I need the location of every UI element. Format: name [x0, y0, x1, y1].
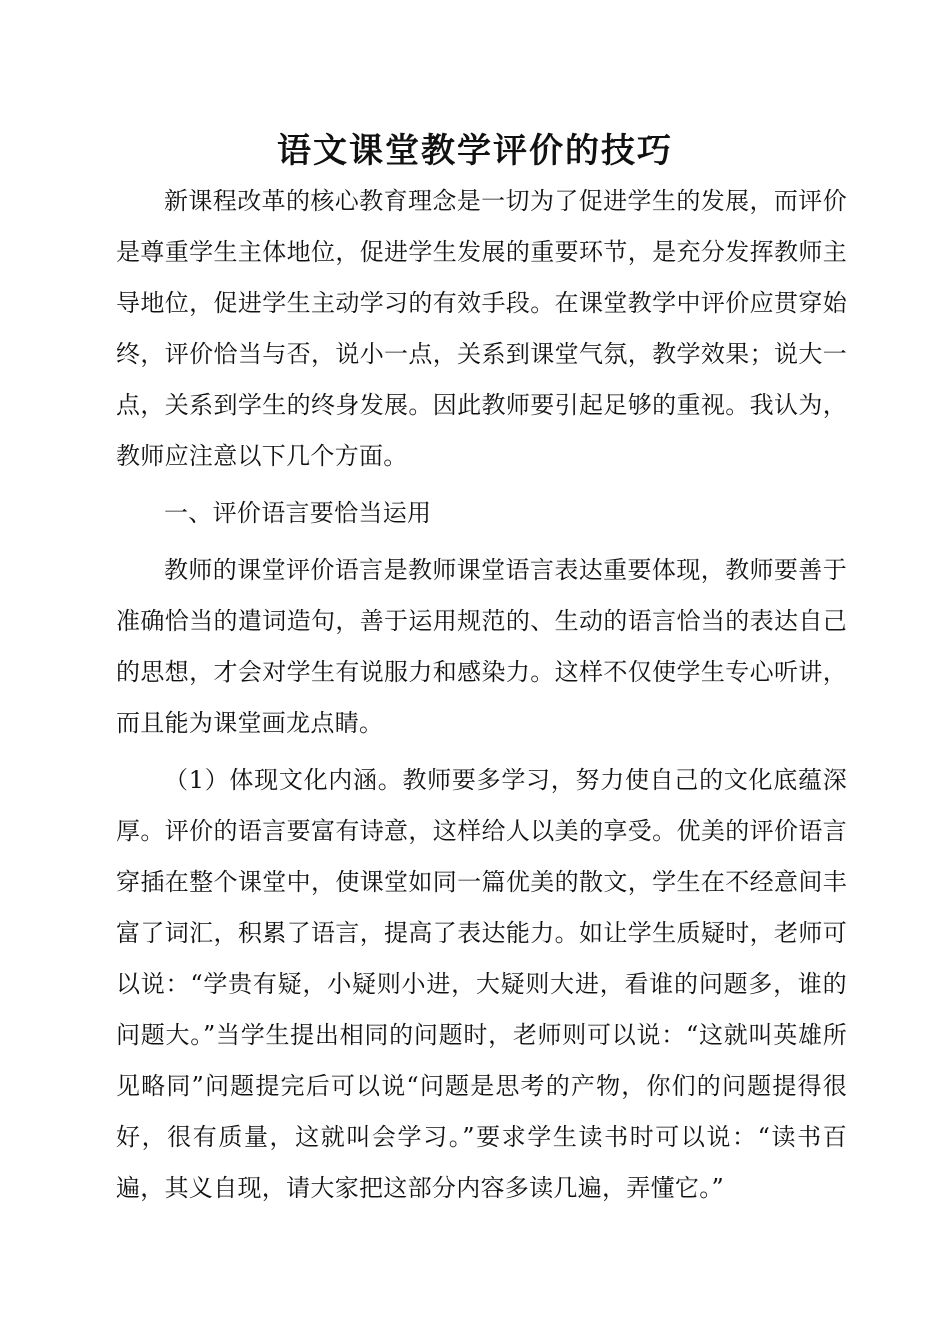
section-paragraph: 教师的课堂评价语言是教师课堂语言表达重要体现，教师要善于准确恰当的遣词造句，善于运用规范的、生动的语言恰当的表达自己的思想，才会对学生有说服力和感染力。这样不仅使学生专心听讲，而且能为课堂画龙点睛。	[116, 556, 847, 737]
intro-paragraph: 新课程改革的核心教育理念是一切为了促进学生的发展，而评价是尊重学生主体地位，促进学生发展的重要环节，是充分发挥教师主导地位，促进学生主动学习的有效手段。在课堂教学中评价应贯穿始终，评价恰当与否，说小一点，关系到课堂气氛，教学效果；说大一点，关系到学生的终身发展。因此教师要引起足够的重视。我认为，教师应注意以下几个方面。	[116, 187, 847, 470]
document-title: 语文课堂教学评价的技巧	[277, 131, 673, 171]
subsection-paragraph: （1）体现文化内涵。教师要多学习，努力使自己的文化底蕴深厚。评价的语言要富有诗意，这样给人以美的享受。优美的评价语言穿插在整个课堂中，使课堂如同一篇优美的散文，学生在不经意间丰富了词汇，积累了语言，提高了表达能力。如让学生质疑时，老师可以说：“学贵有疑，小疑则小进，大疑则大进，看谁的问题多，谁的问题大。”当学生提出相同的问题时，老师则可以说：“这就叫英雄所见略同”问题提完后可以说“问题是思考的产物，你们的问题提得很好，很有质量，这就叫会学习。”要求学生读书时可以说：“读书百遍，其义自现，请大家把这部分内容多读几遍，弄懂它。”	[116, 766, 847, 1202]
document-body	[116, 176, 847, 1214]
section-heading: 一、评价语言要恰当运用	[164, 499, 432, 527]
